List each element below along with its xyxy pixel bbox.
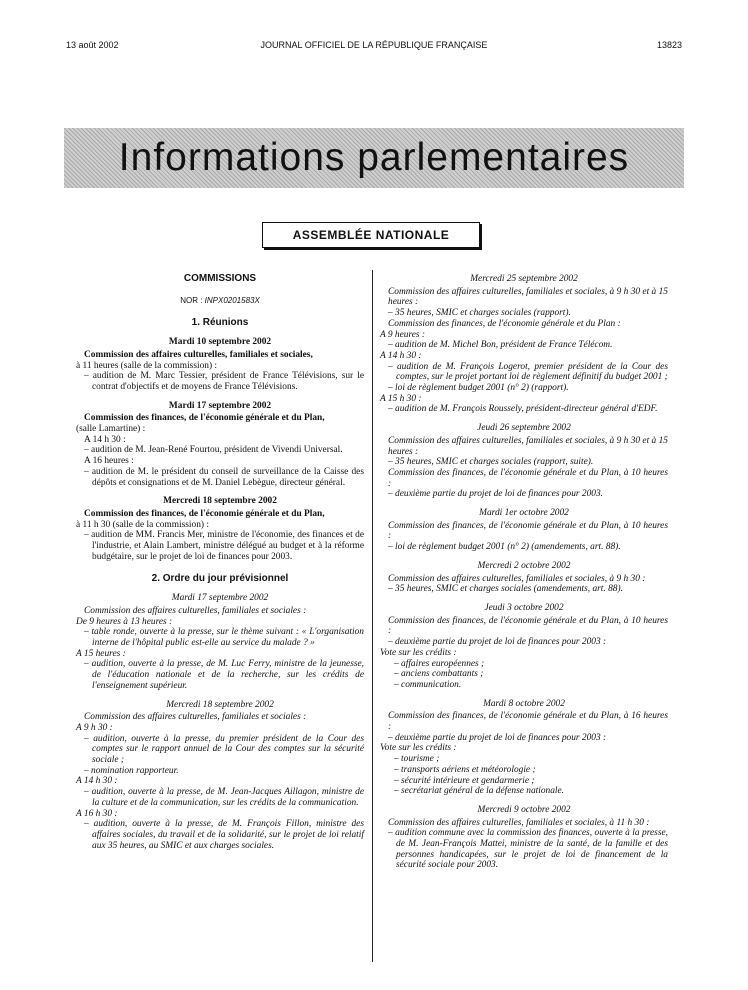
date-heading: Mardi 10 septembre 2002: [168, 337, 272, 348]
commissions-heading: COMMISSIONS: [183, 273, 257, 284]
page-header: [66, 40, 682, 54]
credit-item: – anciens combattants ;: [394, 669, 484, 680]
date-heading: Jeudi 3 octobre 2002: [484, 602, 564, 613]
commission-session: Commission des finances, de l'économie générale et du Plan, à 10 heures :: [388, 467, 668, 489]
header-page-number: 13823: [656, 40, 682, 50]
left-column: [76, 268, 364, 851]
commission-session: Commission des finances, de l'économie générale et du Plan, à 16 heures :: [388, 711, 668, 733]
date-heading: Mardi 17 septembre 2002: [171, 593, 269, 604]
session-time: A 14 h 30 :: [76, 776, 118, 787]
credit-item: – communication.: [394, 679, 462, 690]
agenda-item: – audition, ouverte à la presse, de M. François Fillon, ministre des affaires sociales, du travail et de la solidarité, sur le projet de loi relatif aux 35 heures, au SMIC et aux charges sociales.: [84, 819, 364, 851]
agenda-item: – loi de règlement budget 2001 (n° 2) (rapport).: [388, 383, 569, 394]
commission-name: Commission des finances, de l'économie générale et du Plan,: [84, 508, 325, 519]
date-heading: Mercredi 18 septembre 2002: [166, 699, 274, 710]
agenda-item: – audition de MM. Francis Mer, ministre de l'économie, des finances et de l'industrie, et Alain Lambert, ministre délégué au budget et à la réforme budgétaire, sur le projet de loi de finances pour 2003.: [84, 530, 364, 562]
agenda-item: – nomination rapporteur.: [84, 765, 179, 776]
agenda-item: – 35 heures, SMIC et charges sociales (rapport, suite).: [388, 457, 594, 468]
commission-session: Commission des finances, de l'économie générale et du Plan, à 10 heures :: [388, 520, 668, 542]
session-room: (salle Lamartine) :: [76, 424, 146, 435]
vote-label: Vote sur les crédits :: [380, 743, 457, 754]
agenda-item: – 35 heures, SMIC et charges sociales (amendements, art. 88).: [388, 584, 623, 595]
session-time: A 14 h 30 :: [380, 350, 422, 361]
agenda-item: – audition, ouverte à la presse, de M. Jean-Jacques Aillagon, ministre de la culture et de la communication, sur les crédits de la communication.: [84, 787, 364, 808]
session-time: A 9 heures :: [380, 329, 426, 340]
session-time: A 16 h 30 :: [76, 808, 118, 819]
header-date: 13 août 2002: [66, 40, 119, 50]
agenda-item: – deuxième partie du projet de loi de finances pour 2003.: [388, 489, 603, 500]
date-heading: Mercredi 9 octobre 2002: [477, 804, 571, 815]
session-time: à 11 h 30 (salle de la commission) :: [76, 519, 209, 530]
credit-item: – secrétariat général de la défense nationale.: [394, 786, 565, 797]
date-heading: Mardi 1er octobre 2002: [479, 508, 569, 519]
agenda-item: – table ronde, ouverte à la presse, sur le thème suivant : « L'organisation interne de l'hôpital public est-elle au service du malade ? »: [84, 627, 364, 648]
section-ordre-du-jour: 2. Ordre du jour prévisionnel: [151, 573, 289, 585]
session-time: à 11 heures (salle de la commission) :: [76, 360, 218, 371]
commission-session: Commission des affaires culturelles, familiales et sociales, à 11 h 30 :: [388, 817, 650, 828]
date-heading: Mardi 17 septembre 2002: [168, 400, 272, 411]
session-time: A 9 h 30 :: [76, 722, 113, 733]
commission-session: Commission des affaires culturelles, familiales et sociales, à 9 h 30 :: [388, 573, 646, 584]
nor-line: [76, 296, 364, 307]
agenda-item: – deuxième partie du projet de loi de finances pour 2003 :: [388, 732, 607, 743]
header-journal: JOURNAL OFFICIEL DE LA RÉPUBLIQUE FRANÇAISE: [260, 40, 488, 50]
session-time: De 9 heures à 13 heures :: [76, 616, 173, 627]
column-divider: [372, 270, 373, 962]
right-column: [380, 268, 668, 871]
commission-name: Commission des affaires culturelles, familiales et sociales :: [84, 605, 307, 616]
session-time: A 16 heures :: [84, 456, 134, 467]
agenda-item: – 35 heures, SMIC et charges sociales (rapport).: [388, 308, 571, 319]
agenda-item: – audition, ouverte à la presse, du premier président de la Cour des comptes sur le rapport annuel de la Cour des comptes sur la sécurité sociale ;: [84, 733, 364, 766]
commission-session: Commission des affaires culturelles, familiales et sociales, à 9 h 30 et à 15 heures :: [388, 435, 668, 457]
assembly-box: [262, 222, 480, 248]
date-heading: Jeudi 26 septembre 2002: [477, 423, 571, 434]
section-banner: [64, 128, 684, 188]
agenda-item: – audition de M. François Roussely, président-directeur général d'EDF.: [388, 404, 658, 415]
credit-item: – affaires européennes ;: [394, 658, 485, 669]
nor-value: INPX0201583X: [204, 295, 260, 305]
date-heading: Mercredi 18 septembre 2002: [163, 496, 277, 507]
date-heading: Mercredi 2 octobre 2002: [477, 560, 571, 571]
vote-label: Vote sur les crédits :: [380, 647, 457, 658]
agenda-item: – audition de M. François Logerot, premier président de la Cour des comptes, sur le projet portant loi de règlement définitif du budget 2001 ;: [388, 361, 668, 383]
assembly-label: ASSEMBLÉE NATIONALE: [292, 228, 450, 242]
agenda-item: – audition de M. Michel Bon, président de France Télécom.: [388, 340, 613, 351]
agenda-item: – audition, ouverte à la presse, de M. Luc Ferry, ministre de la jeunesse, de l'éducation nationale et de la recherche, sur les crédits de l'enseignement supérieur.: [84, 659, 364, 691]
agenda-item: – audition de M. Jean-René Fourtou, président de Vivendi Universal.: [84, 445, 343, 456]
credit-item: – tourisme ;: [394, 754, 440, 765]
section-reunions: 1. Réunions: [191, 317, 249, 329]
commission-name: Commission des affaires culturelles, familiales et sociales,: [84, 349, 313, 360]
commission-name: Commission des finances, de l'économie générale et du Plan,: [84, 413, 325, 424]
agenda-item: – deuxième partie du projet de loi de finances pour 2003 :: [388, 637, 607, 648]
agenda-item: – audition commune avec la commission des finances, ouverte à la presse, de M. Jean-François Mattei, ministre de la santé, de la famille et des personnes handicapées, sur le projet de loi de financement de la sécurité sociale pour 2003.: [388, 828, 668, 871]
commission-session: Commission des affaires culturelles, familiales et sociales, à 9 h 30 et à 15 heures :: [388, 286, 668, 308]
session-time: A 15 h 30 :: [380, 393, 422, 404]
agenda-item: – audition de M. Marc Tessier, président de France Télévisions, sur le contrat d'objectifs et de moyens de France Télévisions.: [84, 371, 364, 392]
session-time: A 14 h 30 :: [84, 434, 126, 445]
nor-label: NOR :: [180, 295, 203, 305]
session-time: A 15 heures :: [76, 648, 126, 659]
commission-session: Commission des finances, de l'économie générale et du Plan, à 10 heures :: [388, 615, 668, 637]
banner-title: Informations parlementaires: [118, 136, 630, 179]
agenda-item: – audition de M. le président du conseil de surveillance de la Caisse des dépôts et consignations et de M. Daniel Lebègue, directeur général.: [84, 466, 364, 488]
agenda-item: – loi de règlement budget 2001 (n° 2) (amendements, art. 88).: [388, 542, 621, 553]
credit-item: – sécurité intérieure et gendarmerie ;: [394, 775, 535, 786]
commission-name: Commission des affaires culturelles, familiales et sociales :: [84, 712, 307, 723]
date-heading: Mercredi 25 septembre 2002: [470, 274, 578, 284]
date-heading: Mardi 8 octobre 2002: [483, 698, 565, 709]
credit-item: – transports aériens et météorologie ;: [394, 764, 536, 775]
commission-session: Commission des finances, de l'économie générale et du Plan :: [388, 318, 621, 329]
